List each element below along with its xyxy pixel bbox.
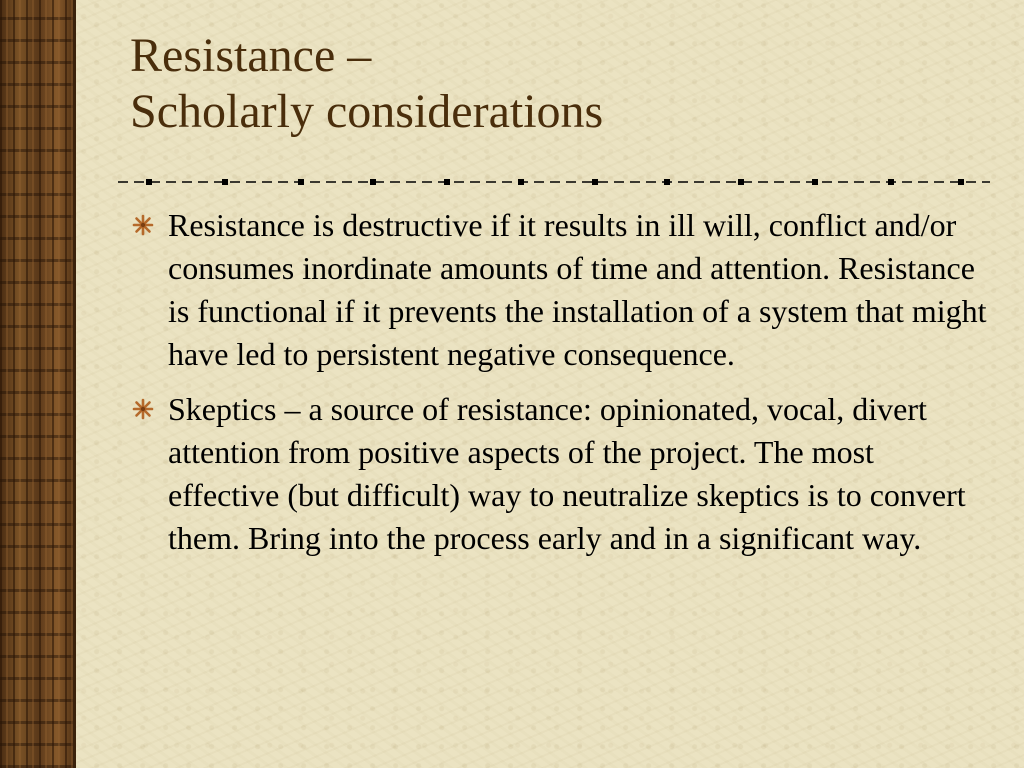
bullet-item bbox=[132, 204, 992, 376]
bullet-text: Skeptics – a source of resistance: opinionated, vocal, divert attention from positive aspects of the project. The most effective (but difficult) way to neutralize skeptics is to convert them. Bring into the process early and in a significant way. bbox=[168, 391, 966, 556]
star-burst-icon bbox=[132, 398, 154, 420]
bullet-list bbox=[132, 204, 992, 572]
title-divider bbox=[118, 176, 990, 188]
star-burst-icon bbox=[132, 214, 154, 236]
bullet-text: Resistance is destructive if it results in ill will, conflict and/or consumes inordinate amounts of time and attention. Resistance is functional if it prevents the installation of a system that might have led to persistent negative consequence. bbox=[168, 207, 987, 372]
slide-title-line-1: Resistance – bbox=[130, 29, 372, 82]
slide-title-line-2: Scholarly considerations bbox=[130, 85, 604, 138]
wood-border-strip bbox=[0, 0, 76, 768]
bullet-item bbox=[132, 388, 992, 560]
slide-title bbox=[130, 28, 603, 140]
